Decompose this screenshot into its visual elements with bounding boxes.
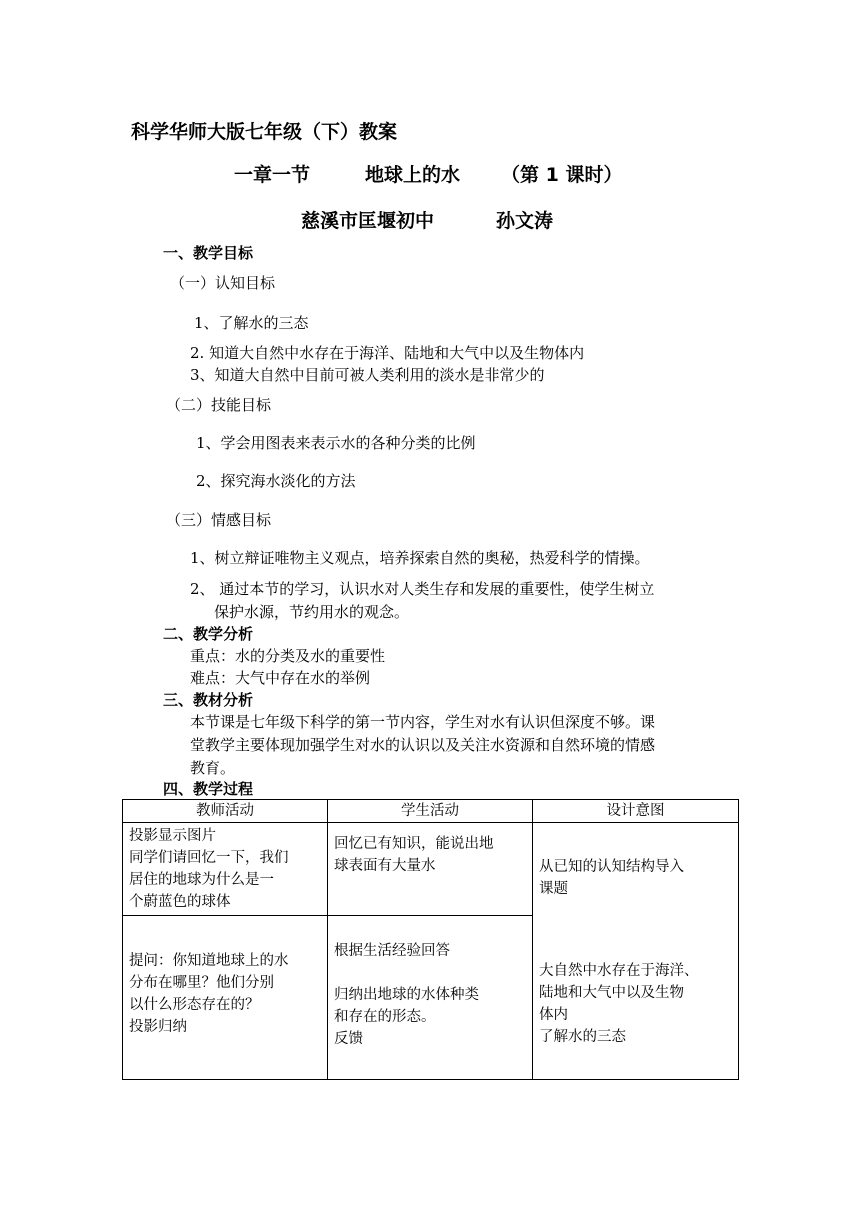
material-line-2: 堂教学主要体现加强学生对水的认识以及关注水资源和自然环境的情感 (190, 736, 656, 754)
author-name: 孙文涛 (496, 210, 554, 232)
cognitive-item-2: 2. 知道大自然中水存在于海洋、陆地和大气中以及生物体内 (190, 344, 585, 362)
section-heading-process: 四、教学过程 (163, 780, 254, 798)
material-line-1: 本节课是七年级下科学的第一节内容，学生对水有认识但深度不够。课 (190, 713, 656, 731)
section-heading-material: 三、教材分析 (163, 691, 254, 709)
skill-item-2: 2、探究海水淡化的方法 (196, 472, 356, 490)
section-heading-objectives: 一、教学目标 (163, 244, 254, 262)
row2-student-line: 反馈 (334, 1031, 363, 1047)
row1-teacher-cell (123, 823, 328, 916)
row1-intent-cell (533, 823, 739, 916)
row2-student-line: 和存在的形态。 (334, 1009, 436, 1025)
row1-teacher-line: 投影显示图片 (129, 828, 216, 844)
row1-student-cell (328, 823, 533, 916)
row2-intent-line: 陆地和大气中以及生物 (539, 984, 684, 1001)
subheading-cognitive: （一）认知目标 (170, 274, 276, 292)
header-teacher-activity: 教师活动 (123, 800, 328, 823)
material-line-3: 教育。 (190, 759, 236, 777)
row2-student-line: 归纳出地球的水体种类 (334, 987, 479, 1003)
emotion-item-2-line-1: 2、 通过本节的学习，认识水对人类生存和发展的重要性，使学生树立 (190, 580, 655, 598)
row2-teacher-line: 提问：你知道地球上的水 (129, 953, 289, 969)
row2-student-spacer (334, 962, 526, 984)
row1-teacher-line: 居住的地球为什么是一 (129, 872, 274, 888)
table-row (123, 823, 739, 916)
row1-student-line: 回忆已有知识，能说出地 (334, 836, 494, 852)
row2-teacher-cell (123, 916, 328, 1080)
row2-student-cell (328, 916, 533, 1080)
document-title: 科学华师大版七年级（下）教案 (131, 121, 398, 143)
skill-item-1: 1、学会用图表来表示水的各种分类的比例 (196, 434, 476, 452)
header-design-intent: 设计意图 (533, 800, 739, 823)
row1-teacher-line: 同学们请回忆一下，我们 (129, 850, 289, 866)
row2-intent-line: 体内 (539, 1006, 568, 1023)
table-header-row (123, 800, 739, 823)
header-student-activity: 学生活动 (328, 800, 533, 823)
lesson-topic: 地球上的水 (365, 164, 461, 186)
lesson-chapter: 一章一节 (234, 164, 311, 186)
section-heading-analysis: 二、教学分析 (163, 625, 254, 643)
emotion-item-1: 1、树立辩证唯物主义观点，培养探索自然的奥秘，热爱科学的情操。 (190, 549, 650, 567)
table-row (123, 916, 739, 1080)
subheading-emotion: （三）情感目标 (166, 511, 272, 529)
school-name: 慈溪市匡堰初中 (301, 210, 435, 232)
subheading-skill: （二）技能目标 (166, 396, 272, 414)
teaching-process-table (122, 799, 739, 1080)
row2-student-line: 根据生活经验回答 (334, 943, 450, 959)
row2-intent-line: 了解水的三态 (539, 1028, 626, 1045)
row1-teacher-line: 个蔚蓝色的球体 (129, 894, 231, 910)
row2-intent-cell (533, 916, 739, 1080)
cognitive-item-3: 3、知道大自然中目前可被人类利用的淡水是非常少的 (190, 366, 545, 384)
row1-intent-line: 课题 (539, 881, 568, 898)
key-point: 重点：水的分类及水的重要性 (190, 647, 386, 665)
cognitive-item-1: 1、了解水的三态 (194, 314, 309, 332)
row1-intent-line: 从已知的认知结构导入 (539, 859, 684, 876)
row2-intent-line: 大自然中水存在于海洋、 (539, 962, 699, 979)
lesson-period: （第 1 课时） (501, 164, 623, 186)
emotion-item-2-line-2: 保护水源，节约用水的观念。 (214, 603, 410, 621)
row2-teacher-line: 以什么形态存在的？ (129, 997, 260, 1013)
difficult-point: 难点：大气中存在水的举例 (190, 669, 371, 687)
row1-student-line: 球表面有大量水 (334, 858, 436, 874)
row2-teacher-line: 投影归纳 (129, 1019, 187, 1035)
row2-teacher-line: 分布在哪里？他们分别 (129, 975, 274, 991)
